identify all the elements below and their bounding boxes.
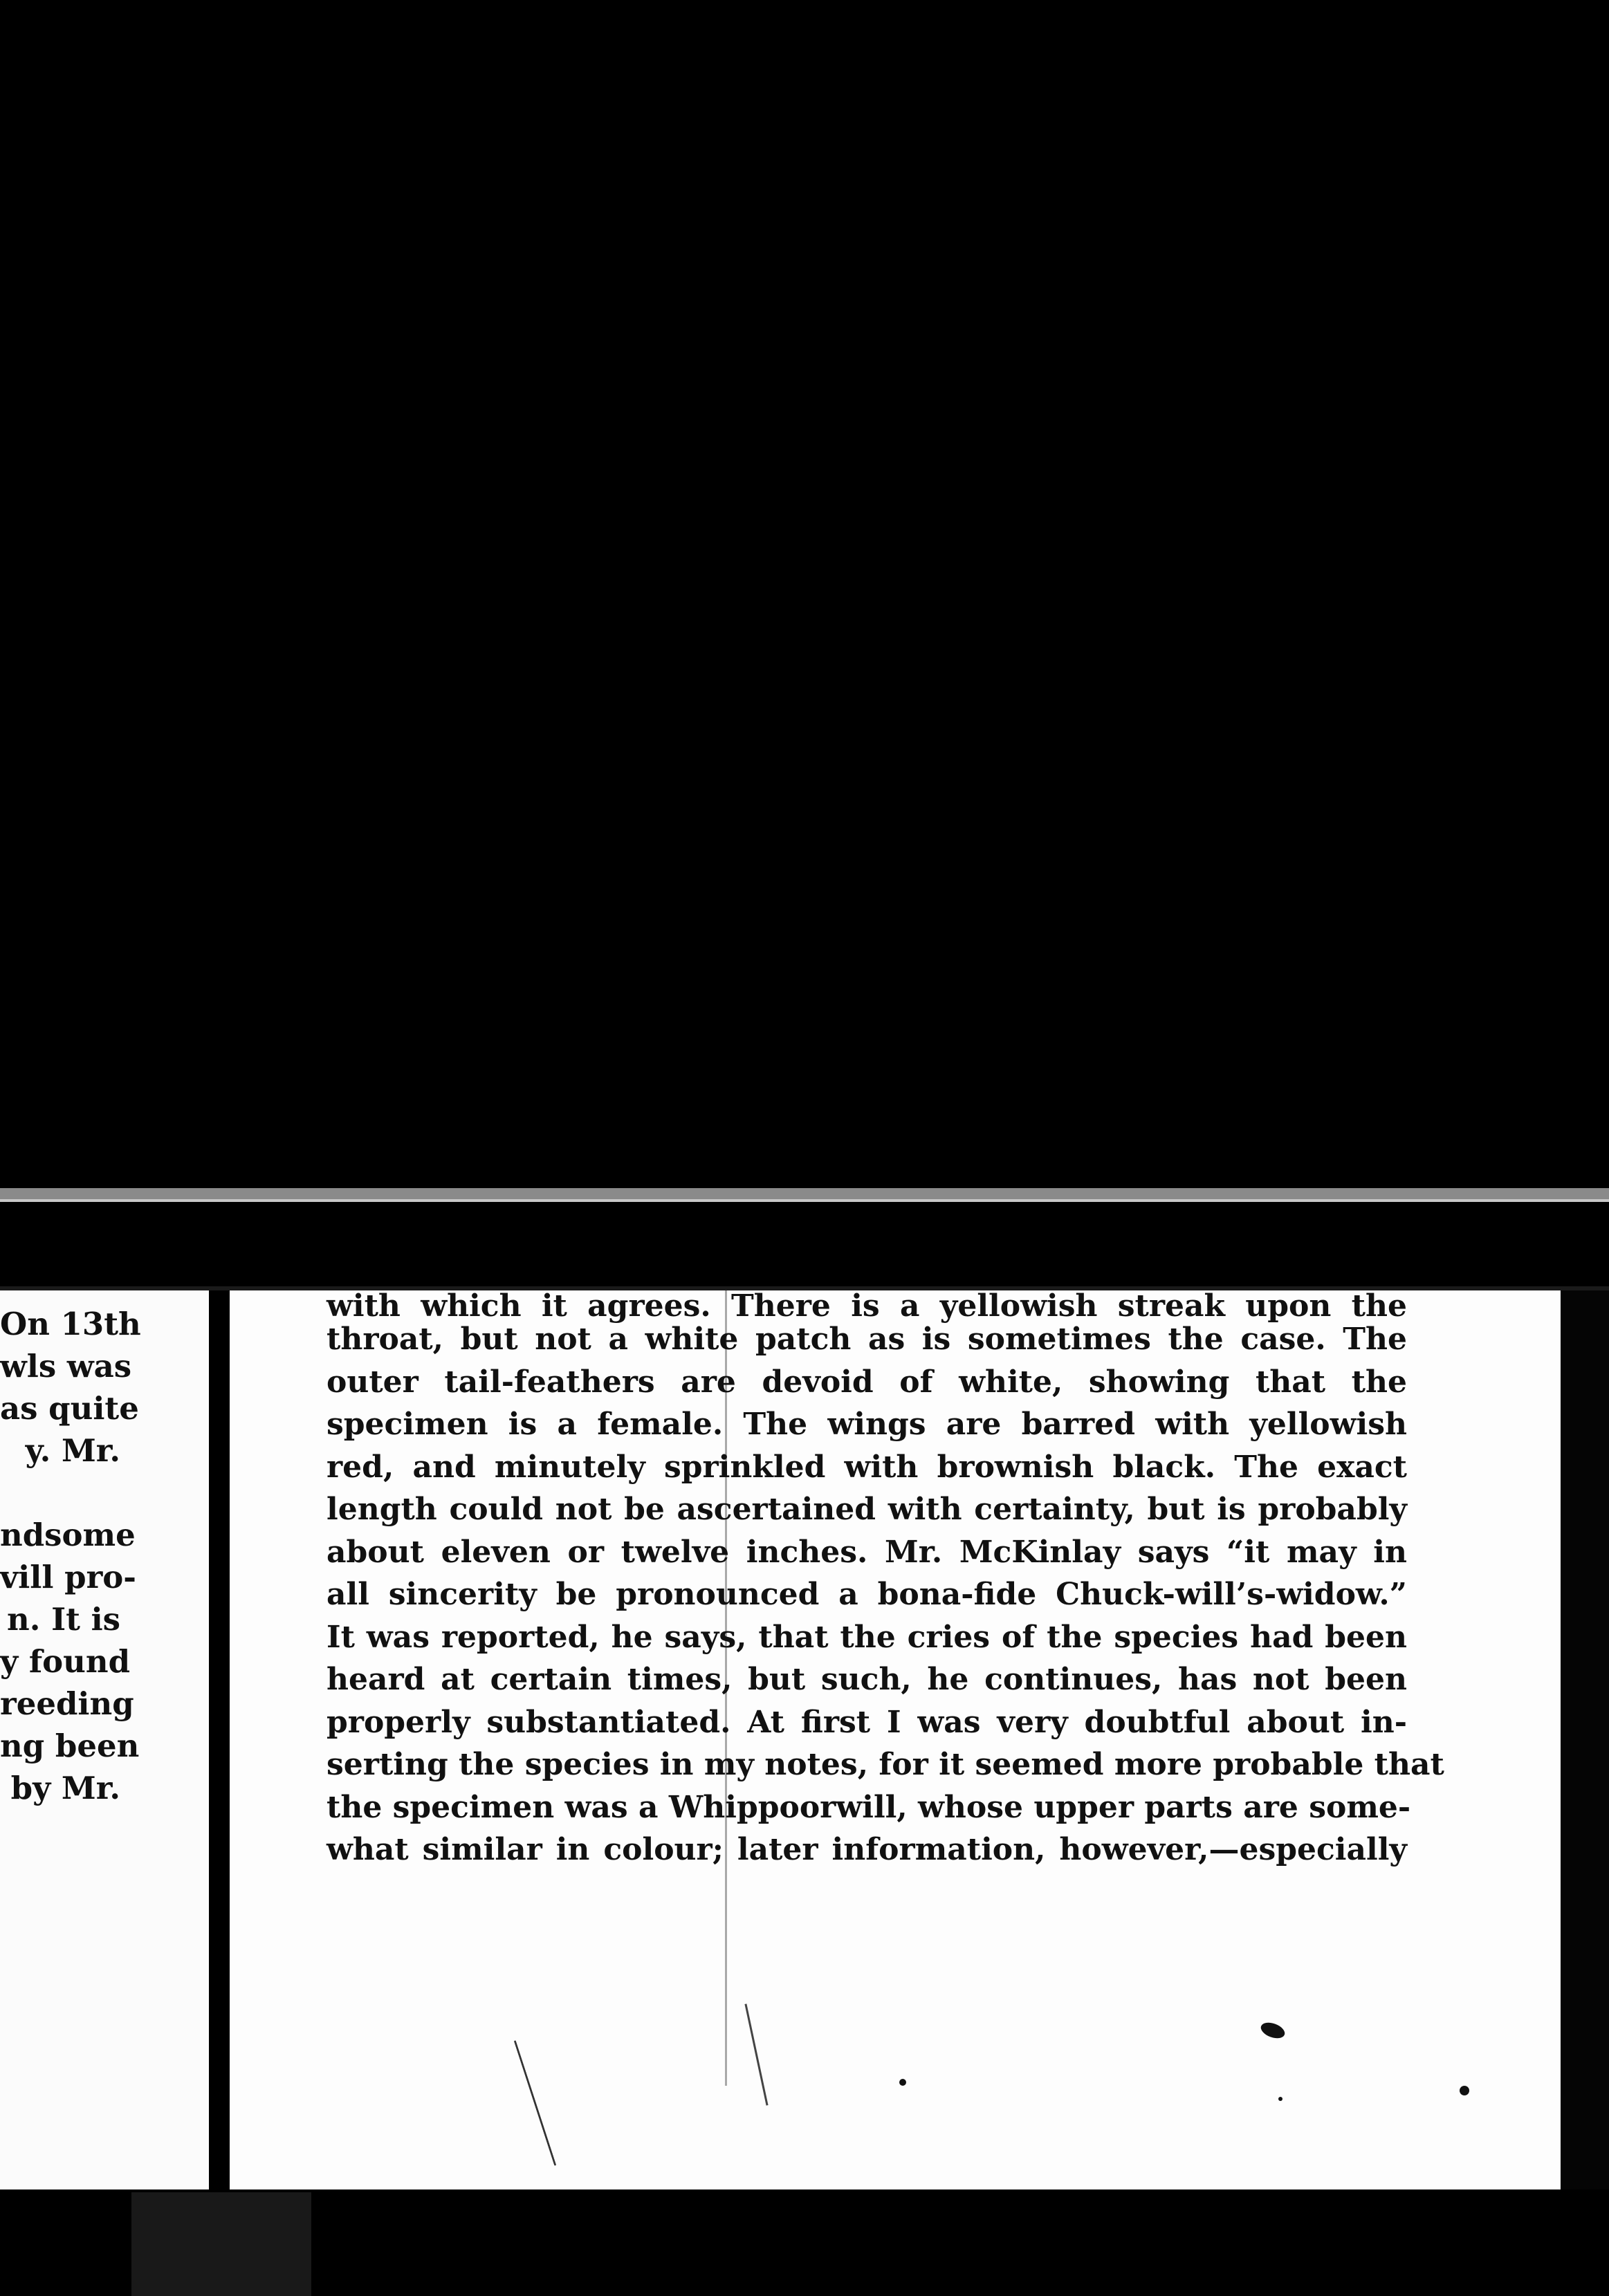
text-line: throat, but not a white patch as is sometimes the case. The bbox=[327, 1322, 1407, 1357]
left-page-fragment bbox=[0, 1290, 209, 2225]
left-line: n. It is bbox=[7, 1601, 120, 1638]
left-line: ndsome bbox=[0, 1517, 136, 1553]
scan-band-light bbox=[0, 1199, 1609, 1202]
body-text bbox=[327, 1288, 1444, 1871]
text-line: red, and minutely sprinkled with brownish black. The exact bbox=[327, 1449, 1407, 1485]
left-line: y found bbox=[0, 1643, 131, 1680]
pen-stroke bbox=[514, 2040, 557, 2166]
left-line: On 13th bbox=[0, 1306, 141, 1342]
text-line: what similar in colour; later information, however,—especially bbox=[327, 1832, 1407, 1867]
book-gutter bbox=[209, 1290, 230, 2296]
scan-speck bbox=[1259, 2019, 1287, 2041]
text-line: heard at certain times, but such, he continues, has not been bbox=[327, 1662, 1407, 1697]
left-line: vill pro- bbox=[0, 1559, 136, 1595]
text-line: outer tail-feathers are devoid of white, showing that the bbox=[327, 1364, 1407, 1400]
scan-speck bbox=[1278, 2097, 1282, 2101]
left-line: wls was bbox=[0, 1348, 132, 1385]
text-line: the specimen was a Whippoorwill, whose upper parts are some- bbox=[327, 1789, 1411, 1825]
left-line: ng been bbox=[0, 1728, 140, 1764]
text-line: It was reported, he says, that the cries of the species had been bbox=[327, 1619, 1407, 1655]
text-line: properly substantiated. At first I was very doubtful about in- bbox=[327, 1704, 1407, 1740]
right-page-edge bbox=[1561, 1290, 1609, 2296]
text-line: specimen is a female. The wings are barred with yellowish bbox=[327, 1407, 1407, 1442]
left-column-text bbox=[0, 1303, 209, 1809]
scan-speck bbox=[1460, 2086, 1469, 2095]
pen-stroke bbox=[744, 2003, 768, 2105]
scan-band bbox=[0, 1188, 1609, 1199]
right-page bbox=[230, 1290, 1561, 2189]
left-line: by Mr. bbox=[10, 1770, 120, 1806]
left-line: reeding bbox=[0, 1685, 134, 1722]
text-line: serting the species in my notes, for it seemed more probable that bbox=[327, 1747, 1444, 1782]
left-line: as quite bbox=[0, 1390, 139, 1427]
left-line-gap bbox=[0, 1472, 120, 1514]
text-line: all sincerity be pronounced a bona-fide Chuck-will’s-widow.” bbox=[327, 1577, 1407, 1612]
text-line: about eleven or twelve inches. Mr. McKinlay says “it may in bbox=[327, 1534, 1407, 1570]
text-line: length could not be ascertained with certainty, but is probably bbox=[327, 1492, 1407, 1527]
bottom-shadow bbox=[131, 2192, 311, 2296]
left-line: y. Mr. bbox=[25, 1432, 120, 1469]
cutoff-line: with which it agrees. There is a yellowish streak upon the bbox=[327, 1288, 1407, 1324]
scan-speck bbox=[899, 2079, 906, 2086]
